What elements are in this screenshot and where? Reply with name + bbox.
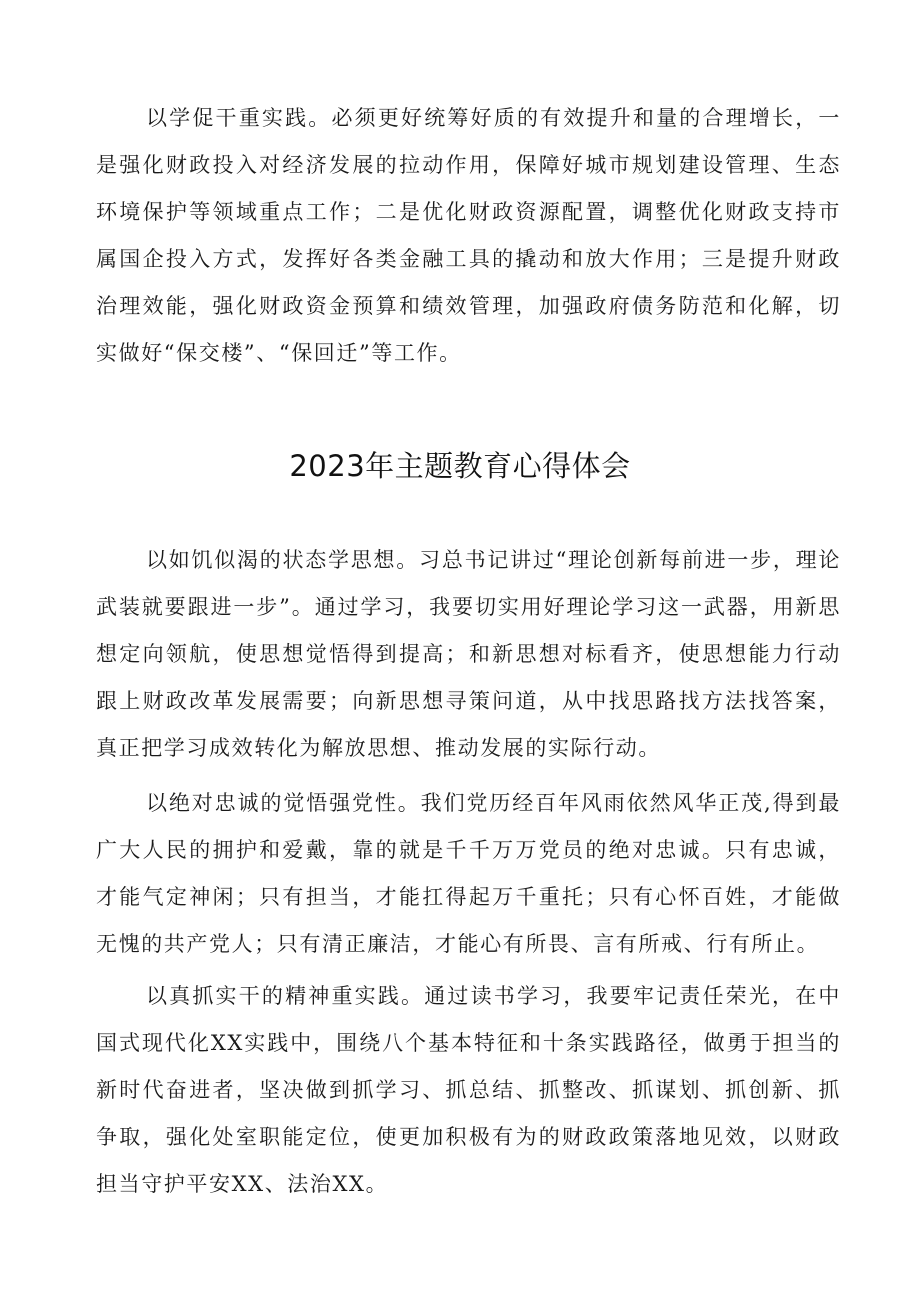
- paragraph-practice-action: 以真抓实干的精神重实践。通过读书学习，我要牢记责任荣光，在中国式现代化XX实践中，围绕八个基本特征和十条实践路径，做勇于担当的新时代奋进者，坚决做到抓学习、抓总结、抓整改、抓谋划、抓创新、抓争取，强化处室职能定位，使更加积极有为的财政政策落地见效，以财政担当守护平安XX、法治XX。: [96, 984, 841, 1196]
- document-title: 2023年主题教育心得体会: [289, 449, 631, 483]
- paragraph-study-thought: 以如饥似渴的状态学思想。习总书记讲过“理论创新每前进一步，理论武装就要跟进一步”。通过学习，我要切实用好理论学习这一武器，用新思想定向领航，使思想觉悟得到提高；和新思想对标看齐，使思想能力行动跟上财政改革发展需要；向新思想寻策问道，从中找思路找方法找答案，真正把学习成效转化为解放思想、推动发展的实际行动。: [96, 548, 841, 760]
- paragraph-party-loyalty: 以绝对忠诚的觉悟强党性。我们党历经百年风雨依然风华正茂,得到最广大人民的拥护和爱戴，靠的就是千千万万党员的绝对忠诚。只有忠诚，才能气定神闲；只有担当，才能扛得起万千重托；只有心怀百姓，才能做无愧的共产党人；只有清正廉洁，才能心有所畏、言有所戒、行有所止。: [96, 791, 841, 956]
- paragraph-practice-intro: 以学促干重实践。必须更好统筹好质的有效提升和量的合理增长，一是强化财政投入对经济发展的拉动作用，保障好城市规划建设管理、生态环境保护等领域重点工作；二是优化财政资源配置，调整优化财政支持市属国企投入方式，发挥好各类金融工具的撬动和放大作用；三是提升财政治理效能，强化财政资金预算和绩效管理，加强政府债务防范和化解，切实做好“保交楼”、“保回迁”等工作。: [96, 106, 841, 365]
